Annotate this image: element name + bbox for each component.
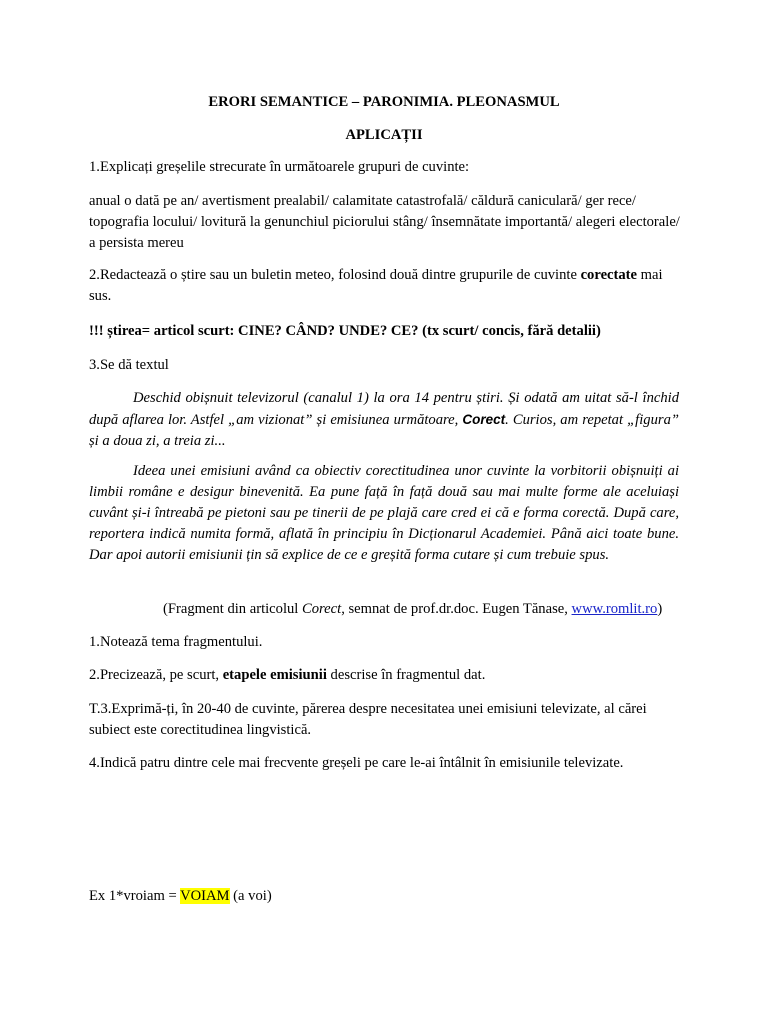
exercise-2-bold-word: corectate (580, 267, 638, 283)
news-note: !!! știrea= articol scurt: CINE? CÂND? UNDE? CE? (tx scurt/ concis, fără detalii) (89, 323, 601, 339)
excerpt-source (163, 599, 683, 620)
question-4: 4.Indică patru dintre cele mai frecvente greșeli pe care le-ai întâlnit în emisiunile televizate. (89, 755, 624, 771)
answer-text-end: (a voi) (229, 888, 272, 904)
source-link[interactable]: www.romlit.ro (571, 601, 658, 617)
exercise-1-word-groups: anual o dată pe an/ avertisment prealabil/ calamitate catastrofală/ căldură caniculară/ ger rece/ topografia locului/ lovitură la genunchiul piciorului stâng/ însemnătate importantă/ alegeri electorale/ a persista mereu (89, 193, 680, 251)
source-text: (Fragment din articolul (163, 601, 303, 617)
question-3: T.3.Exprimă-ți, în 20-40 de cuvinte, părerea despre necesitatea unei emisiuni televizate, al cărei subiect este corectitudinea lingvistică. (89, 701, 647, 738)
excerpt-p1-text-end: . Curios, am repetat „figura” și a doua zi, a treia zi... (89, 412, 679, 449)
excerpt-paragraph-2: Ideea unei emisiuni având ca obiectiv corectitudinea unor cuvinte la vorbitorii obișnuiți ai limbii române e desigur binevenită. Ea pune față în față două sau mai multe forme ale aceluiași cuvânt și-i întreabă pe pietoni sau pe tinerii de pe plajă care cred ei că e forma corectă. După care, reportera indică numita formă, aflată în principiu în Dicționarul Academiei. Până aici toate bune. Dar apoi autorii emisiunii țin să explice de ce e greșită forma cutare și cum trebuie spus. (89, 463, 679, 563)
excerpt-paragraph-1 (89, 388, 679, 452)
question-1: 1.Notează tema fragmentului. (89, 634, 263, 650)
highlighted-answer: VOIAM (180, 888, 230, 904)
exercise-3-intro: 3.Se dă textul (89, 357, 169, 373)
question-2-text: 2.Precizează, pe scurt, (89, 667, 223, 683)
source-article-title: Corect (302, 601, 342, 617)
show-name: Corect (462, 412, 506, 427)
question-2 (89, 665, 679, 686)
exercise-1-instruction: 1.Explicați greșelile strecurate în următoarele grupuri de cuvinte: (89, 159, 470, 175)
answer-note (89, 886, 679, 907)
page-title: ERORI SEMANTICE – PARONIMIA. PLEONASMUL (208, 94, 560, 110)
exercise-2-text: 2.Redactează o știre sau un buletin meteo, folosind două dintre grupurile de cuvinte (89, 267, 581, 283)
answer-text: Ex 1*vroiam = (89, 888, 181, 904)
excerpt-p1-text: Deschid obișnuit televizorul (canalul 1) la ora 14 pentru știri. Și odată am uitat să-l închid după aflarea lor. Astfel „am vizionat” și emisiunea următoare, (89, 390, 679, 428)
question-2-text-end: descrise în fragmentul dat. (326, 667, 486, 683)
question-2-bold: etapele emisiunii (222, 667, 327, 683)
source-close: ) (657, 601, 663, 617)
source-author: , semnat de prof.dr.doc. Eugen Tănase, (341, 601, 572, 617)
exercise-2-instruction (89, 265, 679, 307)
exercise-2-text-end: mai sus. (89, 267, 663, 304)
page-subtitle: APLICAȚII (345, 127, 423, 143)
